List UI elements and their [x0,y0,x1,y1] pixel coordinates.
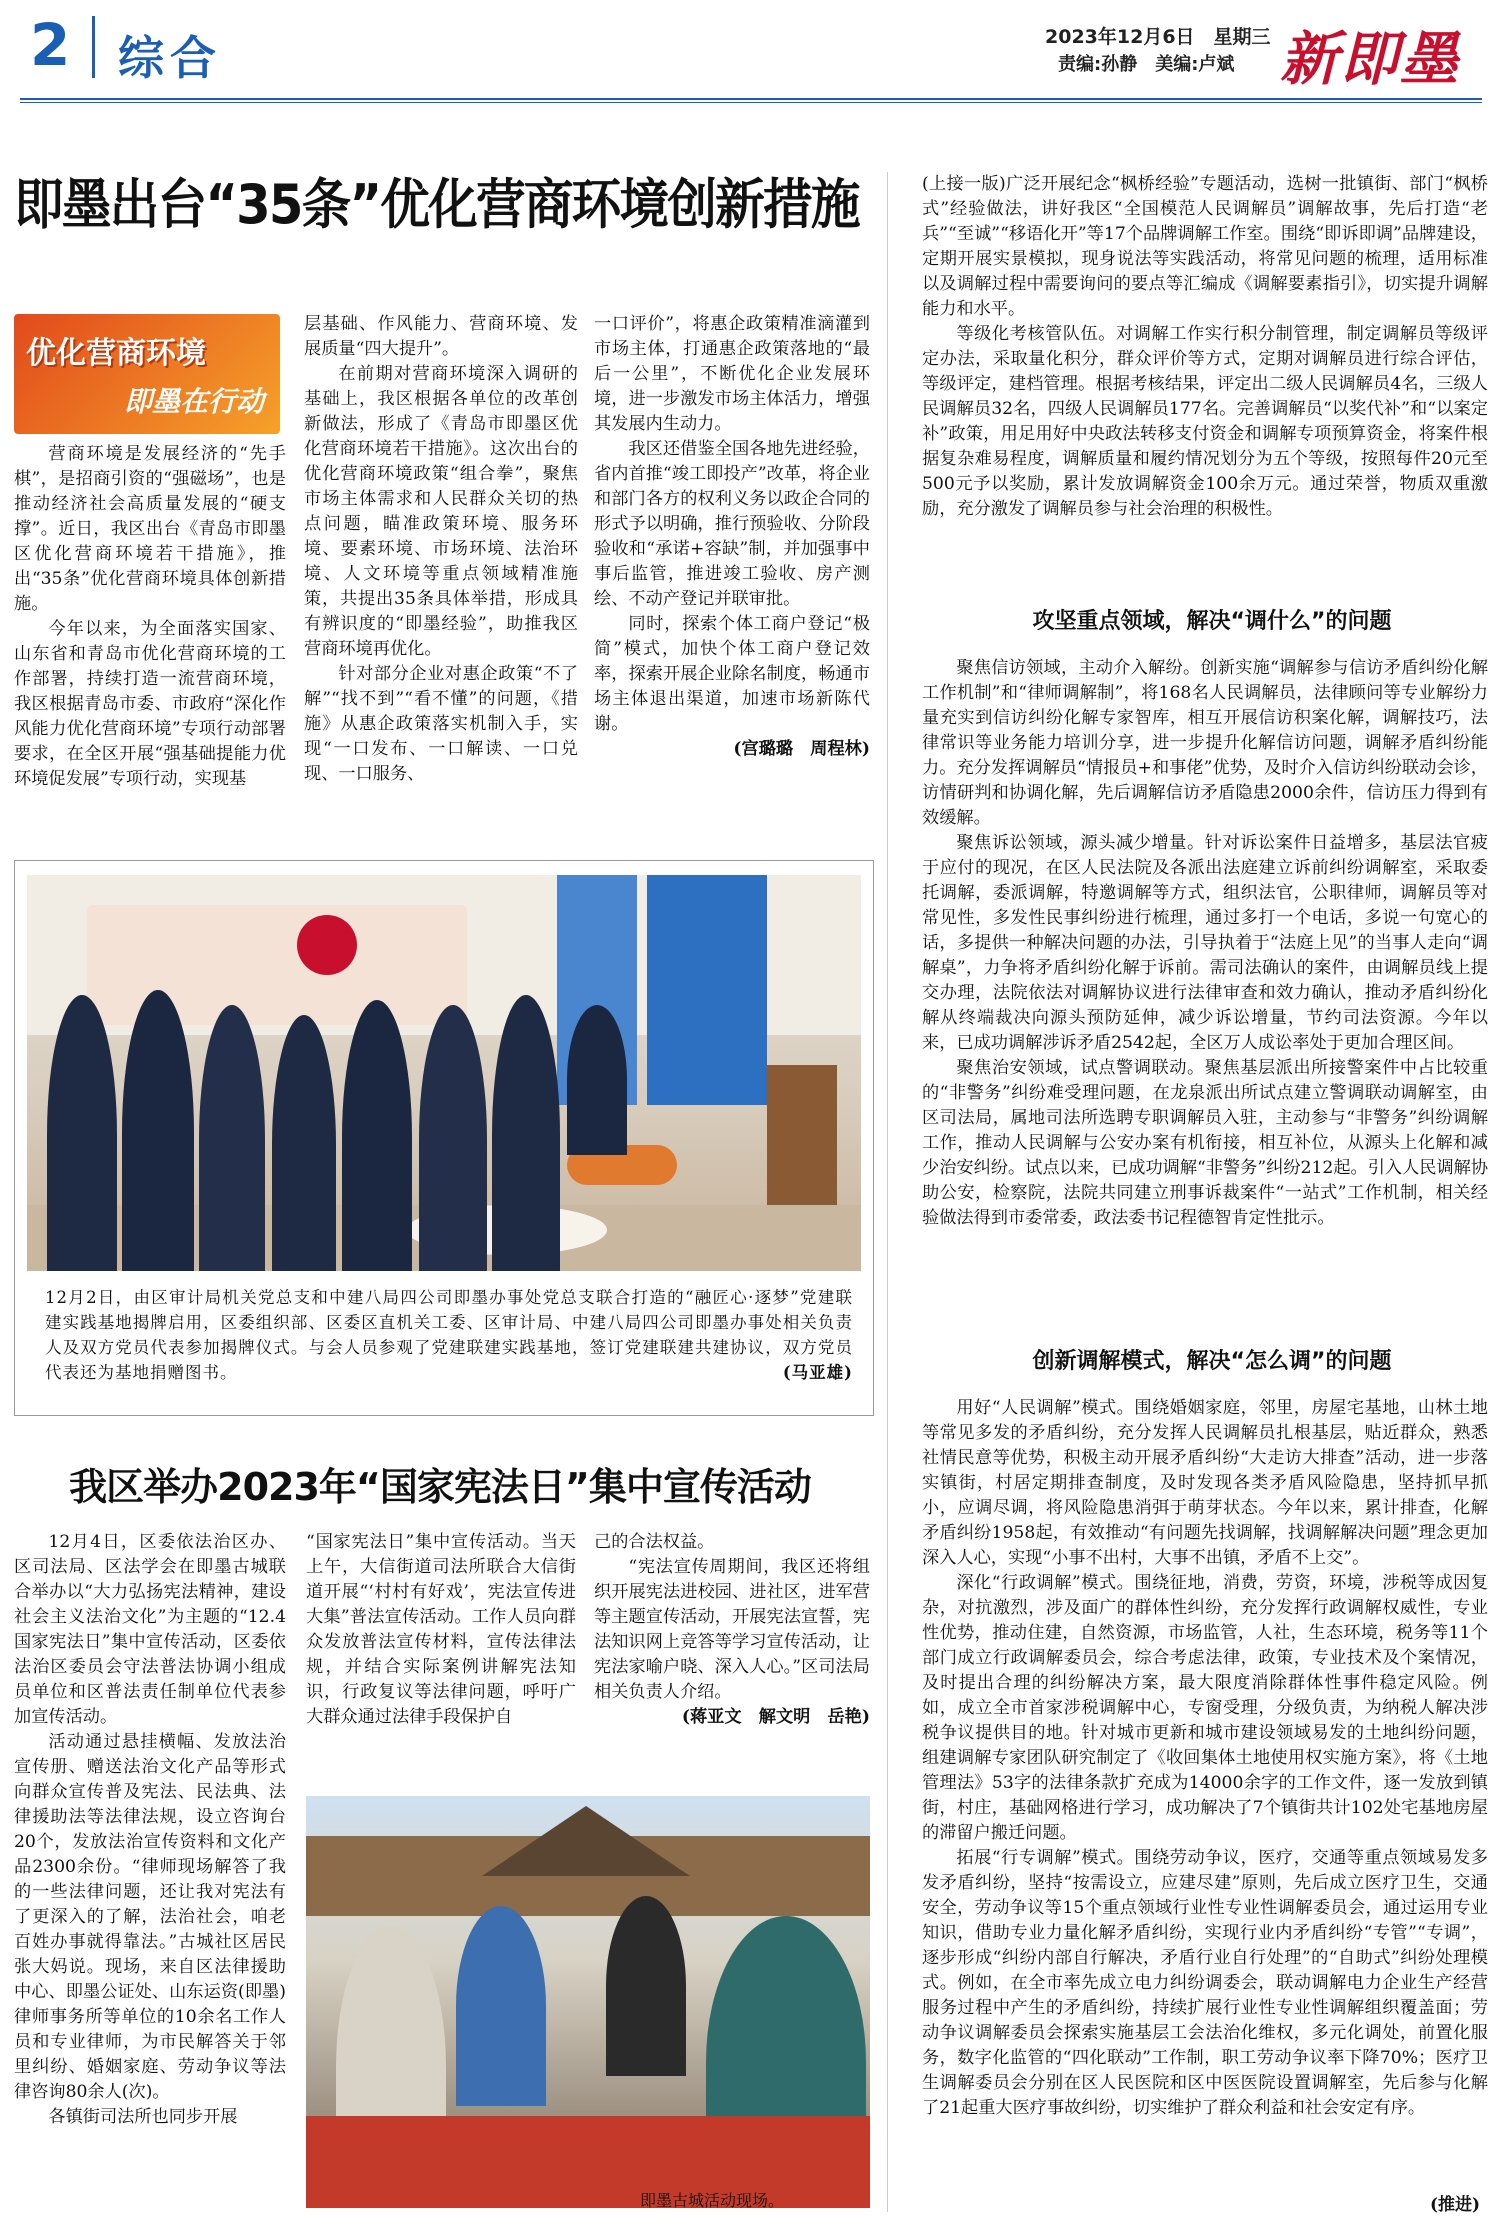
paragraph: 12月4日，区委依法治区办、区司法局、区法学会在即墨古城联合举办以“大力弘扬宪法精神，建设社会主义法治文化”为主题的“12.4国家宪法日”集中宣传活动，区委依法治区委员会守法普法协调小组成员单位和区普法责任制单位代表参加宣传活动。 [14,1532,286,1727]
article1-headline: 即墨出台“35条”优化营商环境创新措施 [14,173,859,236]
paragraph: 一口评价”，将惠企政策精准滴灌到市场主体，打通惠企政策落地的“最后一公里”，不断优化企业发展环境，进一步激发市场主体活力，增强其发展内生动力。 [594,314,870,434]
paragraph: 聚焦诉讼领域，源头减少增量。针对诉讼案件日益增多，基层法官疲于应付的现况，在区人民法院及各派出法庭建立诉前纠纷调解室，采取委托调解，委派调解，特邀调解等方式，组织法官，公职律师，调解员等对常见性，多发性民事纠纷进行梳理，通过多打一个电话，多说一句宽心的话，多提供一种解决问题的办法，引导执着于“法庭上见”的当事人走向“调解桌”，力争将矛盾纠纷化解于诉前。需司法确认的案件，由调解员线上提交办理，法院依法对调解协议进行法律审查和效力确认，推动矛盾纠纷化解从终端裁决向源头预防延伸，减少诉讼增量，节约司法资源。今年以来，已成功调解涉诉矛盾2542起，全区万人成讼率处于更加合理区间。 [922,833,1488,1053]
paragraph: (上接一版)广泛开展纪念“枫桥经验”专题活动，选树一批镇街、部门“枫桥式”经验做法，讲好我区“全国模范人民调解员”调解故事，先后打造“老兵”“至诚”“移语化开”等17个品牌调解工作室。围绕“即诉即调”品牌建设，定期开展实景模拟，现身说法等实践活动，将常见问题的梳理，适用标准以及调解过程中需要询问的要点等汇编成《调解要素指引》，切实提升调解能力和水平。 [922,174,1488,319]
header-rule [20,98,1482,100]
byline: (宫璐璐 周程林) [733,739,870,759]
photo-credit: (马亚雄) [782,1363,853,1382]
paragraph: 拓展“行专调解”模式。围绕劳动争议，医疗，交通等重点领域易发多发矛盾纠纷，坚持“按需设立，应建尽建”原则，先后成立医疗卫生，交通安全，劳动争议等15个重点领域行业性专业性调解委员会，通过运用专业知识，借助专业力量化解矛盾纠纷，实现行业内矛盾纠纷“专管”“专调”，逐步形成“纠纷内部自行解决，矛盾行业自行处理”的“自助式”纠纷处理模式。例如，在全市率先成立电力纠纷调委会，联动调解电力企业生产经营服务过程中产生的矛盾纠纷，持续扩展行业性专业性调解组织覆盖面；劳动争议调解委员会探索实施基层工会法治化维权，多元化调处，前置化服务，数字化监管的“四化联动”工作制，职工劳动争议率下降70%；医疗卫生调解委员会分别在区人民医院和区中医医院设置调解室，先后参与化解了21起重大医疗事故纠纷，切实维护了群众利益和社会安定有序。 [922,1848,1488,2118]
section-title: 综合 [118,31,222,85]
article2-headline: 我区举办2023年“国家宪法日”集中宣传活动 [69,1465,811,1509]
article2-col2 [306,1530,576,1730]
editors-line: 责编:孙静 美编:卢斌 [1058,54,1235,75]
header-divider [92,16,95,78]
page-number: 2 [30,11,71,79]
article3-bottom [922,1396,1488,2121]
photo-party-building-base [27,875,861,1271]
issue-date: 2023年12月6日 星期三 [1045,26,1271,48]
continued-marker: (推进) [1430,2195,1481,2215]
photo2-caption: 即墨古城活动现场。 [640,2191,785,2210]
photo-frame [14,860,874,1416]
paragraph: 己的合法权益。 [594,1532,715,1552]
article3-mid [922,656,1488,1231]
article2-col3 [594,1530,870,1730]
byline: (蒋亚文 解文明 岳艳) [681,1707,870,1727]
masthead-logo: 新即墨 [1280,25,1461,93]
paragraph: “宪法宣传周期间，我区还将组织开展宪法进校园、进社区，进军营等主题宣传活动，开展宪法宣誓，宪法知识网上竞答等学习宣传活动，让宪法家喻户晓、深入人心。”区司法局相关负责人介绍。 [594,1557,870,1702]
subheading-1: 攻坚重点领域，解决“调什么”的问题 [1032,609,1392,634]
column-separator [887,172,888,2212]
paragraph: 等级化考核管队伍。对调解工作实行积分制管理，制定调解员等级评定办法，采取量化积分，群众评价等方式，定期对调解员进行综合评估，等级评定，建档管理。根据考核结果，评定出二级人民调解员4名，三级人民调解员32名，四级人民调解员177名。完善调解员“以奖代补”和“以案定补”政策，用足用好中央政法转移支付资金和调解专项预算资金，将案件根据复杂难易程度，调解质量和履约情况划分为五个等级，按照每件20元至500元予以奖励，累计发放调解资金100余万元。通过荣誉，物质双重激励，充分激发了调解员参与社会治理的积极性。 [922,324,1488,519]
subheading-2: 创新调解模式，解决“怎么调”的问题 [1032,1349,1392,1374]
paragraph: 在前期对营商环境深入调研的基础上，我区根据各单位的改革创新做法，形成了《青岛市即墨区优化营商环境若干措施》。这次出台的优化营商环境政策“组合拳”，聚焦市场主体需求和人民群众关切的热点问题，瞄准政策环境、服务环境、要素环境、市场环境、法治环境、人文环境等重点领域精准施策，共提出35条具体举措，形成具有辨识度的“即墨经验”，助推我区营商环境再优化。 [304,364,578,659]
paragraph: 今年以来，为全面落实国家、山东省和青岛市优化营商环境的工作部署，持续打造一流营商环境，我区根据青岛市委、市政府“深化作风能力优化营商环境”专项行动部署要求，在全区开展“强基础提能力优环境促发展”专项行动，实现基 [14,619,286,789]
paragraph: 针对部分企业对惠企政策“不了解”“找不到”“看不懂”的问题，《措施》从惠企政策落实机制入手，实现“一口发布、一口解读、一口兑现、一口服务、 [304,664,578,784]
paragraph: 同时，探索个体工商户登记“极简”模式，加快个体工商户登记效率，探索开展企业除名制度，畅通市场主体退出渠道，加速市场新陈代谢。 [594,614,870,734]
article1-col2 [304,312,578,787]
paragraph: 用好“人民调解”模式。围绕婚姻家庭，邻里，房屋宅基地，山林土地等常见多发的矛盾纠纷，充分发挥人民调解员扎根基层，贴近群众，熟悉社情民意等优势，积极主动开展矛盾纠纷“大走访大排查”活动，进一步落实镇街，村居定期排查制度，及时发现各类矛盾风险隐患，坚持抓早抓小，应调尽调，将风险隐患消弭于萌芽状态。今年以来，累计排查，化解矛盾纠纷1958起，有效推动“有问题先找调解，找调解解决问题”理念更加深入人心，实现“小事不出村，大事不出镇，矛盾不上交”。 [922,1398,1488,1568]
paragraph: 聚焦信访领域，主动介入解纷。创新实施“调解参与信访矛盾纠纷化解工作机制”和“律师调解制”，将168名人民调解员，法律顾问等专业解纷力量充实到信访纠纷化解专家智库，相互开展信访积案化解，调解技巧，法律常识等业务能力培训分享，进一步提升化解信访问题，调解矛盾纠纷能力。充分发挥调解员“情报员+和事佬”优势，及时介入信访纠纷联动会诊，访情研判和协调化解，先后调解信访矛盾隐患2000余件，信访压力得到有效缓解。 [922,658,1488,828]
article2-col1 [14,1530,286,2130]
column-badge [14,314,280,434]
caption-text: 12月2日，由区审计局机关党总支和中建八局四公司即墨办事处党总支联合打造的“融匠心·逐梦”党建联建实践基地揭牌启用，区委组织部、区委区直机关工委、区审计局、中建八局四公司即墨办事处相关负责人及双方党员代表参加揭牌仪式。与会人员参观了党建联建实践基地，签订党建联建共建协议，双方党员代表还为基地捐赠图书。 [45,1288,853,1382]
badge-subtitle: 即墨在行动 [124,385,265,418]
paragraph: 层基础、作风能力、营商环境、发展质量“四大提升”。 [304,314,578,359]
article3-top [922,172,1488,522]
paragraph: 聚焦治安领域，试点警调联动。聚焦基层派出所接警案件中占比较重的“非警务”纠纷难受理问题，在龙泉派出所试点建立警调联动调解室，由区司法局，属地司法所选聘专职调解员入驻，主动参与“非警务”纠纷调解工作，推动人民调解与公安办案有机衔接，相互补位，从源头上化解和减少治安纠纷。试点以来，已成功调解“非警务”纠纷212起。引入人民调解协助公安，检察院，法院共同建立刑事诉裁案件“一站式”工作机制，相关经验做法得到市委常委，政法委书记程德智肯定性批示。 [922,1058,1489,1228]
paragraph: 我区还借鉴全国各地先进经验，省内首推“竣工即投产”改革，将企业和部门各方的权利义务以政企合同的形式予以明确，推行预验收、分阶段验收和“承诺+容缺”制，并加强事中事后监管，推进竣工验收、房产测绘、不动产登记并联审批。 [594,439,870,609]
paragraph: “国家宪法日”集中宣传活动。当天上午，大信街道司法所联合大信街道开展“‘村村有好戏’，宪法宣传进大集”普法宣传活动。工作人员向群众发放普法宣传材料，宣传法律法规，并结合实际案例讲解宪法知识，行政复议等法律问题，呼吁广大群众通过法律手段保护自 [306,1532,576,1727]
badge-title: 优化营商环境 [26,336,206,371]
photo-caption [45,1285,853,1385]
header-rule-thin [20,102,1482,103]
paragraph: 各镇街司法所也同步开展 [48,2107,238,2127]
article1-col1 [14,442,286,792]
photo-old-town-event [306,1796,870,2208]
paragraph: 深化“行政调解”模式。围绕征地，消费，劳资，环境，涉税等成因复杂，对抗激烈，涉及面广的群体性纠纷，充分发挥行政调解权威性，专业性优势，推动住建，自然资源，市场监管，人社，生态环境，税务等11个部门成立行政调解委员会，综合考虑法律，政策，专业技术及个案情况，及时提出合理的纠纷解决方案，最大限度消除群体性事件稳定风险。例如，成立全市首家涉税调解中心，专窗受理，分级负责，为纳税人解决涉税争议提供目的地。针对城市更新和城市建设领域易发的土地纠纷问题，组建调解专家团队研究制定了《收回集体土地使用权实施方案》，将《土地管理法》53字的法律条款扩充成为14000余字的工作文件，逐一发放到镇街，村庄，基础网格进行学习，成功解决了7个镇街共计102处宅基地房屋的滞留户搬迁问题。 [922,1573,1488,1843]
page-header [0,0,1500,100]
paragraph: 营商环境是发展经济的“先手棋”，是招商引资的“强磁场”，也是推动经济社会高质量发展的“硬支撑”。近日，我区出台《青岛市即墨区优化营商环境若干措施》，推出“35条”优化营商环境具体创新措施。 [14,444,286,614]
article1-col3 [594,312,870,762]
paragraph: 活动通过悬挂横幅、发放法治宣传册、赠送法治文化产品等形式向群众宣传普及宪法、民法典、法律援助法等法律法规，设立咨询台20个，发放法治宣传资料和文化产品2300余份。“律师现场解答了我的一些法律问题，还让我对宪法有了更深入的了解，法治社会，咱老百姓办事就得靠法。”古城社区居民张大妈说。现场，来自区法律援助中心、即墨公证处、山东运资(即墨)律师事务所等单位的10余名工作人员和专业律师，为市民解答关于邻里纠纷、婚姻家庭、劳动争议等法律咨询80余人(次)。 [14,1732,286,2102]
